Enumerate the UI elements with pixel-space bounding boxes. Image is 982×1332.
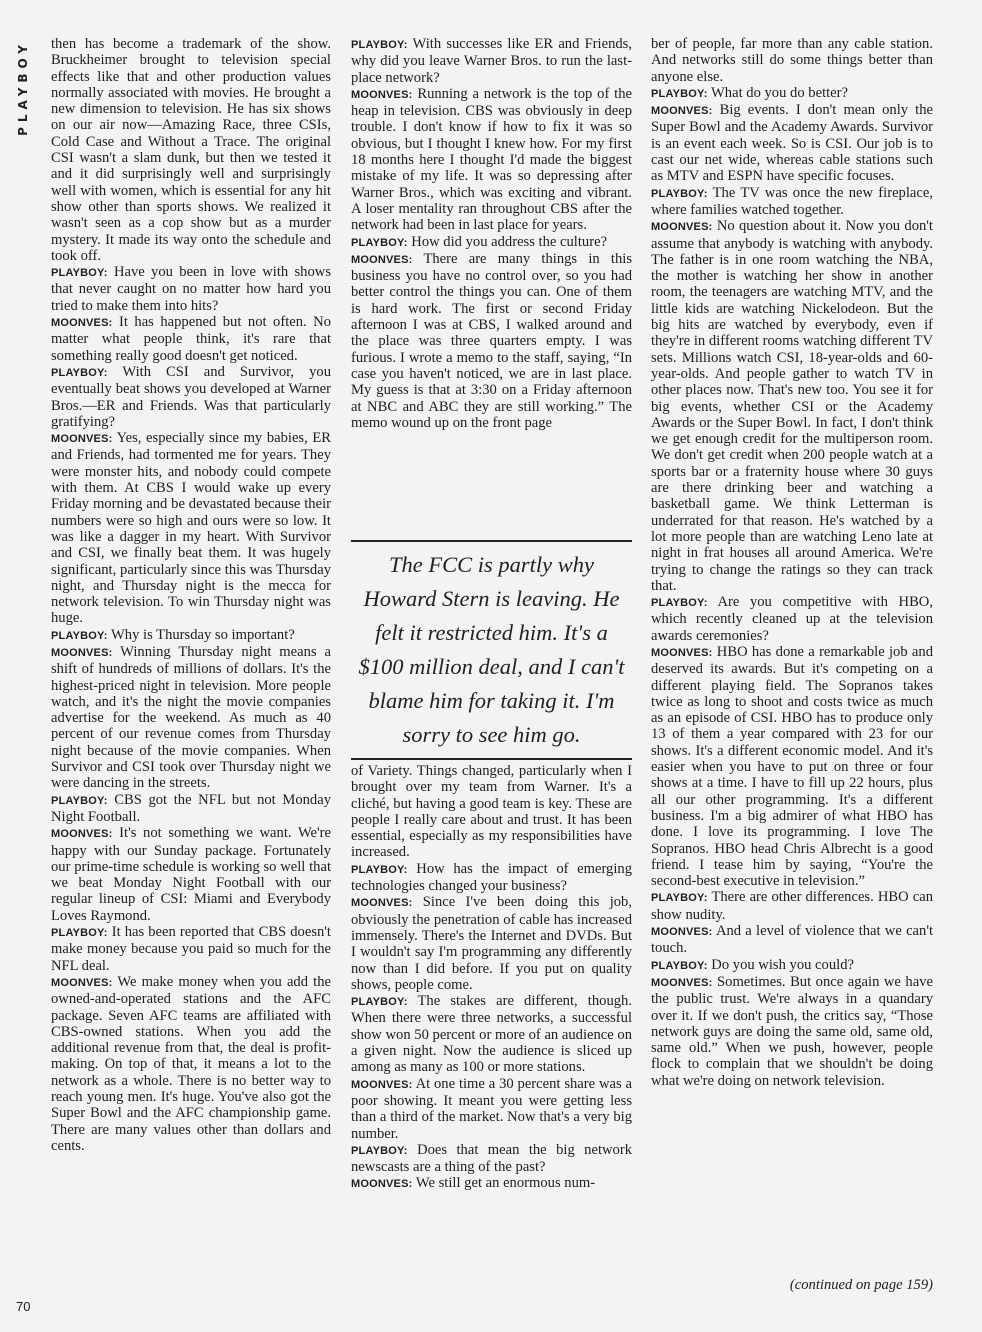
- speaker-label: PLAYBOY:: [51, 794, 108, 807]
- paragraph: [51, 825, 331, 924]
- speaker-label: PLAYBOY:: [351, 863, 408, 876]
- paragraph-text: And a level of violence that we can't touch.: [651, 923, 934, 957]
- paragraph-text: There are other differences. HBO can show nudity.: [651, 889, 933, 923]
- paragraph-text: of Variety. Things changed, particularly when I brought over my team from Warner. It's a cliché, but having a good team is key. These are people I really care about and trust. It has been essential, especially as my responsibilities have increased.: [351, 763, 632, 861]
- paragraph: [351, 86, 632, 234]
- paragraph: [51, 644, 331, 792]
- column-1: [51, 36, 331, 1154]
- paragraph-text: It has been reported that CBS doesn't make money because you paid so much for the NFL deal.: [51, 924, 331, 974]
- page-number: 70: [16, 1299, 31, 1314]
- paragraph-text: Sometimes. But once again we have the public trust. We're always in a quandary over it. If we don't push, the critics say, “Those network guys are doing the same old, same old, same old.” When we push, however, people flock to complain that we shouldn't be doing what we're doing on network television.: [651, 973, 933, 1089]
- paragraph-text: Do you wish you could?: [711, 956, 854, 973]
- speaker-label: MOONVES:: [651, 926, 713, 939]
- paragraph-text: Running a network is the top of the heap in television. CBS was obviously in deep trouble. I don't know if how to fix it was so obvious, but I thought I knew how. For my first 18 months here I thought I'd made the biggest mistake of my life. It was so depressing after Warner Bros., which was exciting and vibrant. A loser mentality ran throughout CBS after the network had been in last place for years.: [351, 85, 632, 234]
- speaker-label: MOONVES:: [351, 88, 413, 101]
- paragraph: [351, 894, 632, 993]
- paragraph-text: What do you do better?: [711, 84, 848, 101]
- pull-quote: [351, 540, 632, 760]
- speaker-label: PLAYBOY:: [351, 996, 408, 1009]
- paragraph-text: It has happened but not often. No matter what people think, it's rare that something really good doesn't get noticed.: [51, 314, 331, 364]
- paragraph: [351, 763, 632, 861]
- paragraph: [651, 594, 933, 644]
- paragraph-text: We still get an enormous num-: [415, 1175, 596, 1192]
- speaker-label: PLAYBOY:: [651, 959, 708, 972]
- paragraph: [651, 102, 933, 184]
- paragraph: [651, 36, 933, 85]
- speaker-label: MOONVES:: [351, 897, 413, 910]
- paragraph: [51, 924, 331, 974]
- speaker-label: MOONVES:: [51, 646, 113, 659]
- paragraph-text: Big events. I don't mean only the Super Bowl and the Academy Awards. Survivor is an event each week. So is CSI. Our job is to cast our net wide, whereas cable stations such as MTV and ESPN have specific focuses.: [651, 102, 934, 185]
- speaker-label: PLAYBOY:: [651, 892, 708, 905]
- paragraph-text: then has become a trademark of the show. Bruckheimer brought to television special effects like that and other production values normally associated with movies. He brought a new dimension to television. He has six shows on our air now—Amazing Race, three CSIs, Cold Case and Without a Trace. The original CSI wasn't a slam dunk, but then we tested it and it did surprisingly well and surprisingly well with women, which is essential for any hit show other than sports shows. We realized it wasn't seen as a cop show but as a murder mystery. It made its way onto the schedule and took off.: [51, 36, 331, 264]
- paragraph: [651, 218, 933, 594]
- speaker-label: MOONVES:: [651, 105, 713, 118]
- paragraph-text: Since I've been doing this job, obviously the penetration of cable has increased immensely. There's the Internet and DVDs. But I wouldn't say I'm programming any differently now than I did before. If you put on quality shows, people come.: [351, 894, 632, 993]
- paragraph-text: Winning Thursday night means a shift of hundreds of millions of dollars. It's the highest-priced night in television. More people watch, and it's the night the movie companies advertise for the weekend. As much as 40 percent of our revenue comes from Thursday night because of the movie companies. When Survivor and CSI took over Thursday night we were dancing in the streets.: [51, 643, 331, 792]
- paragraph-text: We make money when you add the owned-and-operated stations and the AFC package. Seven AFC teams are affiliated with CBS-owned stations. When you add the additional revenue from that, the deal is profit-making. On top of that, it means a lot to the network as a whole. There is no better way to reach young men. It's huge. You've also got the Super Bowl and the AFC championship game. There are many values other than dollars and cents.: [51, 973, 331, 1154]
- speaker-label: MOONVES:: [651, 221, 713, 234]
- playboy-vertical-logo: PLAYBOY: [16, 40, 30, 136]
- paragraph-text: Why is Thursday so important?: [111, 626, 295, 643]
- paragraph-text: With CSI and Survivor, you eventually beat shows you developed at Warner Bros.—ER and Friends. Was that particularly gratifying?: [51, 363, 331, 430]
- paragraph-text: With successes like ER and Friends, why did you leave Warner Bros. to run the last-place network?: [351, 36, 632, 86]
- paragraph-text: How did you address the culture?: [411, 233, 608, 250]
- speaker-label: PLAYBOY:: [351, 1144, 408, 1157]
- paragraph: [351, 1175, 632, 1192]
- paragraph-text: HBO has done a remarkable job and deserved its awards. But it's competing on a different playing field. The Sopranos takes twice as long to shoot and costs twice as much as an episode of CSI. HBO has to produce only 13 of them a year compared with 23 for our shows. It's a different economic model. And it's easier when you have to put on three or four shows at a time. I have to fill up 22 hours, plus all our other programming. It's a different business. I'm a big admirer of what HBO has done. I love its programming. I love The Sopranos. HBO head Chris Albrecht is a good friend. I tease him by saying, “You're the second-best executive in television.”: [651, 643, 933, 890]
- paragraph: [51, 974, 331, 1154]
- paragraph-text: Are you competitive with HBO, which recently cleaned up at the television awards ceremonies?: [651, 594, 934, 644]
- speaker-label: MOONVES:: [651, 646, 713, 659]
- paragraph-text: ber of people, far more than any cable station. And networks still do some things better than anyone else.: [651, 36, 933, 85]
- paragraph-text: It's not something we want. We're happy with our Sunday package. Fortunately our prime-time schedule is working so well that we beat Monday Night Football with our regular lineup of CSI: Miami and Everybody Loves Raymond.: [51, 825, 331, 924]
- speaker-label: PLAYBOY:: [651, 87, 708, 100]
- paragraph: [351, 861, 632, 895]
- paragraph: [651, 185, 933, 219]
- speaker-label: PLAYBOY:: [651, 187, 708, 200]
- speaker-label: MOONVES:: [51, 828, 113, 841]
- paragraph: [651, 889, 933, 923]
- speaker-label: MOONVES:: [51, 976, 113, 989]
- paragraph: [51, 36, 331, 264]
- paragraph: [51, 314, 331, 364]
- speaker-label: MOONVES:: [51, 317, 113, 330]
- paragraph-text: No question about it. Now you don't assume that anybody is watching with anybody. The father is in one room watching the NBA, the mother is watching her show in another room, the teenagers are watching MTV, and the little kids are watching Nickelodeon. But the big hits are watched by everybody, even if they're in different rooms watching different TV sets. Millions watch CSI, 18-year-olds and 60-year-olds. And people gather to watch TV in other places now. That's new too. You see it for big events, whether CSI or the Academy Awards or the Super Bowl. In fact, I don't think we get enough credit for the multiperson room. We don't get credit when 200 people watch at a sports bar or a fraternity house where 30 guys are there drinking beer and watching a basketball game. We think Letterman is underrated for that reason. He's watched by a lot more people than are watching Leno late at night in frat houses all around America. We're trying to change the ratings so they can track that.: [651, 218, 933, 594]
- paragraph: [651, 85, 933, 102]
- paragraph-text: There are many things in this business you have no control over, so you had better control the things you can. One of them is hard work. The first or second Friday afternoon I was at CBS, I walked around and the place was three quarters empty. I was furious. I wrote a memo to the staff, saying, “In case you haven't noticed, we are in last place. My guess is that at 3:30 on a Friday afternoon at NBC and ABC they are still working.” The memo wound up on the front page: [351, 250, 632, 431]
- speaker-label: PLAYBOY:: [351, 39, 408, 51]
- column-2-continued: [351, 763, 632, 1193]
- speaker-label: PLAYBOY:: [651, 597, 708, 610]
- speaker-label: PLAYBOY:: [51, 366, 108, 379]
- paragraph: [51, 627, 331, 644]
- paragraph: [51, 264, 331, 314]
- paragraph: [51, 364, 331, 430]
- column-2: [351, 36, 632, 431]
- paragraph: [351, 36, 632, 86]
- pull-quote-text: The FCC is partly why Howard Stern is leaving. He felt it restricted him. It's a $100 million deal, and I can't blame him for taking it. I'm sorry to see him go.: [358, 552, 625, 747]
- speaker-label: MOONVES:: [351, 253, 413, 266]
- paragraph: [351, 1076, 632, 1142]
- speaker-label: MOONVES:: [351, 1078, 413, 1091]
- paragraph-text: The stakes are different, though. When there were three networks, a successful show won 50 percent or more of an audience on a given night. Now the audience is sliced up among as many as 100 or more stations.: [351, 993, 632, 1076]
- paragraph: [651, 923, 933, 957]
- paragraph-text: At one time a 30 percent share was a poor showing. It meant you were getting less than a third of the market. Now that's a very big number.: [351, 1075, 632, 1142]
- paragraph-text: Does that mean the big network newscasts are a thing of the past?: [351, 1141, 632, 1176]
- paragraph-text: Yes, especially since my babies, ER and Friends, had tormented me for years. They were monster hits, and nobody could compete with them. At CBS I would wake up every Friday morning and be devastated because their numbers were so high and ours were so low. It was like a dagger in my heart. With Survivor and CSI, we finally beat them. It was hugely significant, particularly since this was Thursday night, and Thursday night is the mecca for network television. To win Thursday night was huge.: [51, 430, 331, 627]
- speaker-label: PLAYBOY:: [51, 267, 108, 280]
- paragraph: [351, 993, 632, 1075]
- speaker-label: MOONVES:: [651, 976, 713, 989]
- paragraph: [351, 251, 632, 431]
- speaker-label: PLAYBOY:: [51, 927, 108, 940]
- paragraph: [651, 644, 933, 889]
- paragraph: [351, 1142, 632, 1176]
- speaker-label: MOONVES:: [51, 433, 113, 446]
- speaker-label: PLAYBOY:: [351, 236, 408, 249]
- column-3: [651, 36, 933, 1089]
- paragraph-text: CBS got the NFL but not Monday Night Football.: [51, 791, 331, 825]
- paragraph: [651, 957, 933, 974]
- paragraph: [351, 234, 632, 251]
- paragraph: [51, 430, 331, 627]
- paragraph: [51, 792, 331, 826]
- continued-notice: (continued on page 159): [789, 1277, 933, 1293]
- paragraph-text: The TV was once the new fireplace, where families watched together.: [651, 184, 933, 218]
- speaker-label: PLAYBOY:: [51, 629, 108, 642]
- paragraph: [651, 974, 933, 1089]
- speaker-label: MOONVES:: [351, 1178, 413, 1191]
- paragraph-text: Have you been in love with shows that never caught on no matter how hard you tried to make them into hits?: [51, 264, 331, 314]
- paragraph-text: How has the impact of emerging technologies changed your business?: [351, 860, 632, 895]
